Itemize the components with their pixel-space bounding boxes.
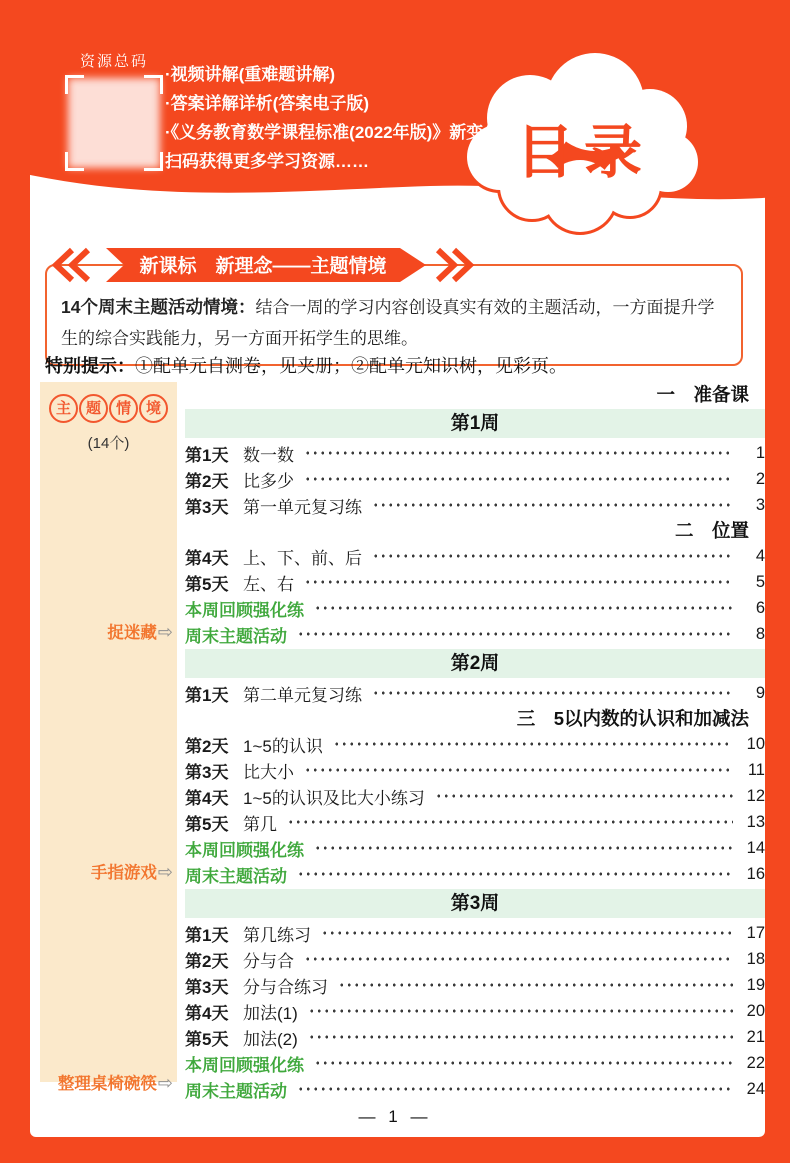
theme-sidebar-title [40, 394, 177, 423]
double-chevron-right-icon [438, 250, 470, 280]
page-number: 19 [746, 975, 765, 994]
page-number: 22 [746, 1053, 765, 1072]
special-note-text: ①配单元自测卷，见夹册；②配单元知识树，见彩页。 [135, 356, 567, 376]
toc-row-weekend: 周末主题活动 24 [185, 1076, 765, 1102]
page-number: 1 [755, 443, 765, 462]
page-number: 24 [746, 1079, 765, 1098]
special-note [45, 352, 567, 378]
theme-label-finger-game: 手指游戏⇨ [90, 862, 173, 882]
ribbon-title: 新课标 新理念——主题情境 [139, 256, 387, 277]
toc-row-weekend: 周末主题活动 16 [185, 861, 765, 887]
toc-row: 第1天 第二单元复习练 9 [185, 680, 765, 706]
page-number: 6 [755, 598, 765, 617]
page-number: 20 [746, 1001, 765, 1020]
theme-sidebar [40, 382, 177, 1093]
dot-leader [304, 946, 733, 972]
toc-row: 第4天 1~5的认识及比大小练习 12 [185, 783, 765, 809]
footer-page-number: — 1 — [358, 1107, 432, 1126]
toc-row-weekend: 周末主题活动 8 [185, 621, 765, 647]
toc-row: 第3天 分与合练习 19 [185, 972, 765, 998]
page-number: 3 [755, 495, 765, 514]
dot-leader [314, 1050, 733, 1076]
week-banner: 第2周 [185, 649, 765, 678]
toc-row: 第5天 第几 13 [185, 809, 765, 835]
toc-row-review: 本周回顾强化练 6 [185, 595, 765, 621]
page-number: 11 [747, 760, 765, 779]
dot-leader [314, 595, 733, 621]
page-number: 2 [755, 469, 765, 488]
feature-item: ·《义务教育数学课程标准(2022年版)》新变化 [165, 123, 501, 142]
toc-entries [185, 382, 765, 1102]
dot-leader [321, 920, 733, 946]
circled-char: 境 [139, 394, 168, 423]
unit-header: 三 5以内数的认识和加减法 [516, 708, 749, 729]
feature-item: ·视频讲解(重难题讲解) [165, 65, 335, 84]
dot-leader [304, 757, 733, 783]
page-number: 10 [746, 734, 765, 753]
dot-leader [297, 861, 733, 887]
toc-title: 目录 [515, 120, 653, 185]
week-banner: 第1周 [185, 409, 765, 438]
dot-leader [435, 783, 733, 809]
dot-leader [372, 680, 733, 706]
circled-char: 情 [109, 394, 138, 423]
page-number: 13 [746, 812, 765, 831]
intro-lead: 14个周末主题活动情境： [61, 297, 256, 317]
toc-row: 第2天 1~5的认识 10 [185, 731, 765, 757]
toc-row-review: 本周回顾强化练 22 [185, 1050, 765, 1076]
section-ribbon [48, 244, 478, 286]
page-number: 21 [746, 1027, 765, 1046]
toc-row: 第4天 上、下、前、后 4 [185, 543, 765, 569]
dot-leader [372, 492, 733, 518]
circled-char: 主 [49, 394, 78, 423]
week-banner: 第3周 [185, 889, 765, 918]
toc-row: 第3天 比大小 11 [185, 757, 765, 783]
theme-label-hide-and-seek: 捉迷藏⇨ [107, 622, 173, 642]
page-number: 12 [746, 786, 765, 805]
header-feature-list [165, 60, 500, 176]
toc-row: 第5天 加法(2) 21 [185, 1024, 765, 1050]
dot-leader [308, 998, 733, 1024]
qr-code-label: 资源总码 [79, 53, 148, 70]
dot-leader [372, 543, 733, 569]
page-number: 5 [755, 572, 765, 591]
page-number: 18 [746, 949, 765, 968]
theme-label-tidy-table: 整理桌椅碗筷⇨ [57, 1073, 173, 1093]
circled-char: 题 [79, 394, 108, 423]
page-number: 17 [746, 923, 765, 942]
unit-header: 一 准备课 [656, 384, 749, 405]
toc-row: 第5天 左、右 5 [185, 569, 765, 595]
toc-row: 第3天 第一单元复习练 3 [185, 492, 765, 518]
page-number: 4 [755, 546, 765, 565]
dot-leader [297, 621, 733, 647]
qr-code-block [58, 50, 170, 171]
page-number: 8 [755, 624, 765, 643]
dot-leader [314, 835, 733, 861]
special-note-label: 特别提示： [45, 356, 135, 376]
qr-code [65, 75, 163, 171]
toc-row: 第1天 第几练习 17 [185, 920, 765, 946]
feature-item: ·答案详解详析(答案电子版) [165, 94, 369, 113]
page-number: 14 [746, 838, 765, 857]
toc-row: 第4天 加法(1) 20 [185, 998, 765, 1024]
dot-leader [287, 809, 733, 835]
page-number: 16 [746, 864, 765, 883]
dot-leader [333, 731, 733, 757]
double-chevron-left-icon [56, 250, 88, 280]
arrow-right-icon: ⇨ [157, 1073, 173, 1093]
dot-leader [304, 569, 733, 595]
unit-header: 二 位置 [674, 520, 749, 541]
arrow-right-icon: ⇨ [157, 862, 173, 882]
toc-row: 第1天 数一数 1 [185, 440, 765, 466]
dot-leader [304, 440, 733, 466]
feature-item: 扫码获得更多学习资源…… [165, 152, 369, 171]
intro-body: 结合一周的学习内容创设真实有效的主题活动，一方面提升学生的综合实践能力，另一方面开拓学生的思维。 [61, 298, 715, 348]
dot-leader [338, 972, 733, 998]
dot-leader [297, 1076, 733, 1102]
toc-row: 第2天 比多少 2 [185, 466, 765, 492]
arrow-right-icon: ⇨ [157, 622, 173, 642]
theme-count: (14个) [87, 435, 130, 452]
dot-leader [304, 466, 733, 492]
dot-leader [308, 1024, 733, 1050]
toc-row-review: 本周回顾强化练 14 [185, 835, 765, 861]
toc-row: 第2天 分与合 18 [185, 946, 765, 972]
page-number: 9 [755, 683, 765, 702]
